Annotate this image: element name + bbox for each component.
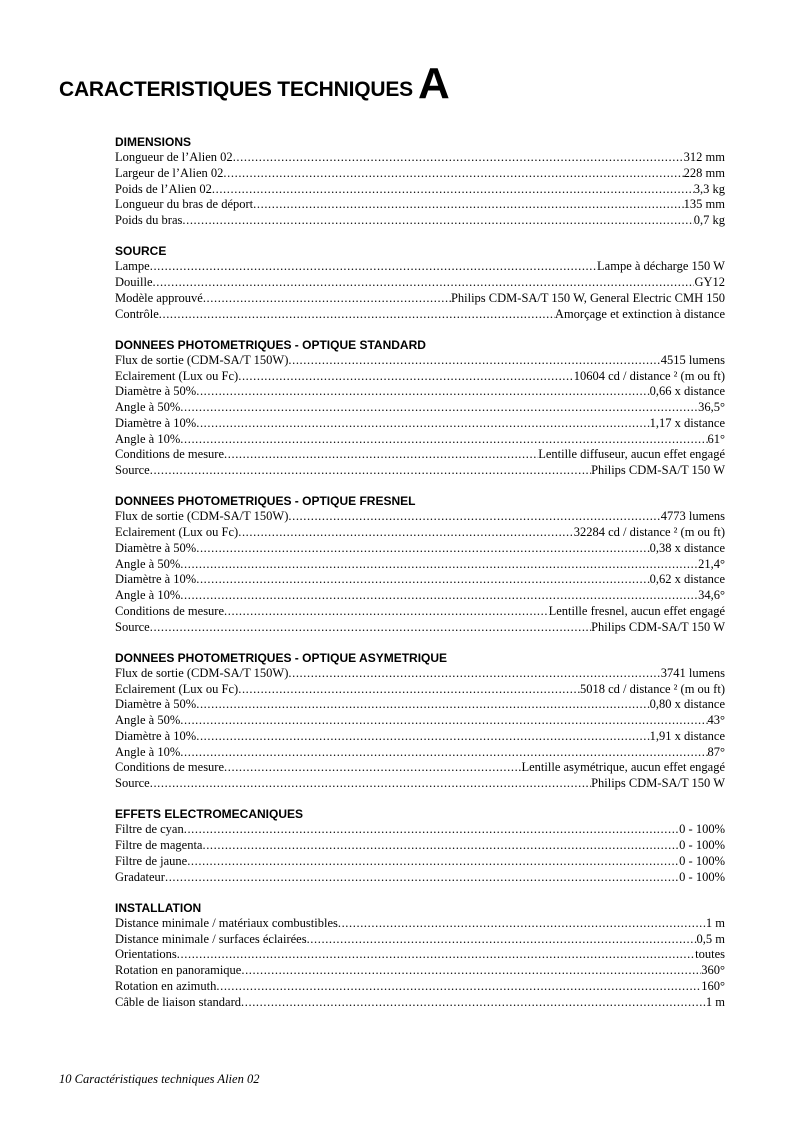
spec-row (115, 463, 725, 479)
spec-label: Poids du bras (115, 213, 183, 227)
spec-row (115, 963, 725, 979)
spec-label: Flux de sortie (CDM-SA/T 150W) (115, 352, 289, 367)
spec-value: 0 - 100% (679, 853, 725, 868)
spec-row (115, 197, 725, 213)
spec-label: Douille (115, 275, 153, 289)
spec-row (115, 760, 725, 776)
spec-content (115, 135, 725, 1026)
spec-label: Contrôle (115, 306, 159, 321)
page-title (59, 59, 450, 108)
spec-label: Conditions de mesure (115, 760, 225, 775)
section-heading: DONNEES PHOTOMETRIQUES - OPTIQUE STANDARD (115, 337, 426, 352)
spec-label: Conditions de mesure (115, 447, 225, 462)
spec-value: Philips CDM-SA/T 150 W (591, 619, 725, 634)
spec-value: Lampe à décharge 150 W (597, 259, 725, 274)
spec-label: Angle à 10% (115, 744, 181, 759)
spec-row (115, 588, 725, 604)
spec-value: 61° (707, 431, 725, 446)
spec-label: Diamètre à 10% (115, 415, 197, 430)
section-photometric-asymetrique (115, 651, 725, 792)
spec-value: 21,4° (698, 556, 725, 571)
section-installation (115, 901, 725, 1011)
spec-value: 4773 lumens (660, 509, 725, 524)
spec-value: 360° (701, 963, 725, 977)
section-effets (115, 807, 725, 885)
spec-label: Longueur de l’Alien 02 (115, 150, 233, 164)
section-heading: DIMENSIONS (115, 135, 192, 149)
spec-label: Rotation en panoramique (115, 963, 242, 977)
spec-value: Philips CDM-SA/T 150 W, General Electric CMH 150 (450, 290, 725, 305)
spec-row (115, 509, 725, 525)
spec-label: Angle à 10% (115, 431, 181, 446)
spec-value: 34,6° (698, 588, 725, 602)
spec-row (115, 353, 725, 369)
spec-row (115, 916, 725, 932)
spec-label: Flux de sortie (CDM-SA/T 150W) (115, 665, 289, 680)
spec-row (115, 666, 725, 682)
section-heading: DONNEES PHOTOMETRIQUES - OPTIQUE ASYMETRIQUE (115, 650, 448, 665)
spec-value: Lentille fresnel, aucun effet engagé (548, 603, 725, 618)
spec-row (115, 400, 725, 416)
spec-label: Rotation en azimuth (115, 978, 217, 993)
spec-label: Source (115, 776, 150, 790)
spec-value: 5018 cd / distance ² (m ou ft) (579, 681, 725, 696)
section-heading: EFFETS ELECTROMECANIQUES (115, 807, 304, 822)
spec-label: Modèle approuvé (115, 290, 203, 305)
spec-row (115, 307, 725, 323)
spec-row (115, 572, 725, 588)
spec-row (115, 291, 725, 307)
page-footer: 10 Caractéristiques techniques Alien 02 (59, 1072, 260, 1086)
spec-label: Largeur de l’Alien 02 (115, 165, 224, 180)
spec-value: 36,5° (698, 400, 725, 414)
spec-row (115, 275, 725, 291)
spec-value: 0,66 x distance (649, 384, 725, 399)
title-letter: A (417, 59, 450, 108)
spec-row (115, 150, 725, 166)
section-heading: DONNEES PHOTOMETRIQUES - OPTIQUE FRESNEL (115, 494, 416, 509)
spec-row (115, 432, 725, 448)
section-heading: SOURCE (115, 244, 167, 259)
spec-label: Câble de liaison standard (115, 994, 242, 1009)
spec-row (115, 182, 725, 198)
spec-value: 0,7 kg (693, 213, 725, 227)
spec-row (115, 838, 725, 854)
spec-row (115, 369, 725, 385)
spec-value: 1 m (705, 994, 725, 1009)
spec-label: Angle à 50% (115, 713, 181, 727)
spec-row (115, 384, 725, 400)
spec-label: Angle à 50% (115, 556, 181, 571)
spec-value: 0,62 x distance (649, 572, 725, 587)
spec-row (115, 525, 725, 541)
spec-label: Filtre de cyan (115, 822, 184, 837)
spec-value: 32284 cd / distance ² (m ou ft) (573, 525, 725, 539)
spec-label: Filtre de jaune (115, 853, 188, 868)
spec-row (115, 697, 725, 713)
spec-row (115, 682, 725, 698)
spec-row (115, 213, 725, 229)
spec-label: Conditions de mesure (115, 603, 225, 618)
spec-value: 0 - 100% (679, 838, 725, 852)
spec-row (115, 979, 725, 995)
spec-row (115, 166, 725, 182)
spec-row (115, 259, 725, 275)
spec-row (115, 416, 725, 432)
spec-row (115, 776, 725, 792)
spec-value: 0,80 x distance (649, 697, 725, 712)
spec-row (115, 713, 725, 729)
spec-label: Filtre de magenta (115, 838, 203, 852)
section-source (115, 244, 725, 322)
spec-label: Distance minimale / surfaces éclairées (115, 931, 307, 946)
section-photometric-standard (115, 338, 725, 479)
spec-value: 228 mm (683, 165, 725, 180)
spec-value: Philips CDM-SA/T 150 W (591, 463, 725, 477)
spec-row (115, 870, 725, 886)
spec-label: Eclairement (Lux ou Fc) (115, 525, 239, 539)
spec-label: Diamètre à 10% (115, 728, 197, 743)
spec-label: Source (115, 619, 150, 634)
spec-row (115, 447, 725, 463)
spec-value: 312 mm (683, 150, 725, 164)
spec-label: Orientations (115, 947, 177, 962)
spec-row (115, 541, 725, 557)
spec-value: 3741 lumens (660, 665, 725, 680)
spec-label: Diamètre à 50% (115, 540, 197, 555)
spec-label: Diamètre à 50% (115, 384, 197, 399)
spec-label: Angle à 50% (115, 400, 181, 414)
spec-value: toutes (695, 947, 725, 962)
spec-row (115, 745, 725, 761)
spec-value: 0,5 m (696, 931, 725, 946)
spec-row (115, 729, 725, 745)
spec-value: GY12 (694, 275, 725, 289)
spec-value: 0,38 x distance (649, 540, 725, 555)
spec-value: 10604 cd / distance ² (m ou ft) (573, 368, 725, 383)
spec-label: Distance minimale / matériaux combustibles (115, 915, 338, 930)
spec-row (115, 620, 725, 636)
spec-label: Angle à 10% (115, 588, 181, 602)
spec-row (115, 995, 725, 1011)
spec-label: Gradateur (115, 869, 165, 884)
section-photometric-fresnel (115, 494, 725, 635)
spec-value: 0 - 100% (679, 869, 725, 884)
spec-value: Lentille asymétrique, aucun effet engagé (521, 760, 725, 775)
spec-row (115, 932, 725, 948)
spec-row (115, 557, 725, 573)
spec-value: 43° (707, 713, 725, 727)
spec-label: Diamètre à 10% (115, 572, 197, 587)
spec-value: Amorçage et extinction à distance (554, 306, 725, 321)
spec-label: Eclairement (Lux ou Fc) (115, 368, 239, 383)
spec-label: Source (115, 463, 150, 477)
spec-value: 135 mm (683, 197, 725, 212)
spec-value: 0 - 100% (679, 822, 725, 837)
spec-value: 3,3 kg (693, 181, 725, 196)
spec-value: 1 m (705, 915, 725, 930)
title-text: CARACTERISTIQUES TECHNIQUES (59, 78, 413, 101)
spec-row (115, 822, 725, 838)
spec-row (115, 604, 725, 620)
spec-label: Poids de l’Alien 02 (115, 181, 212, 196)
spec-value: 4515 lumens (660, 352, 725, 367)
spec-value: 160° (701, 978, 725, 993)
section-heading: INSTALLATION (115, 900, 202, 915)
spec-label: Eclairement (Lux ou Fc) (115, 681, 239, 696)
spec-label: Lampe (115, 259, 150, 274)
section-dimensions (115, 135, 725, 229)
spec-value: 1,17 x distance (649, 415, 725, 430)
spec-value: Philips CDM-SA/T 150 W (591, 776, 725, 790)
spec-row (115, 854, 725, 870)
spec-value: Lentille diffuseur, aucun effet engagé (538, 447, 725, 462)
spec-label: Flux de sortie (CDM-SA/T 150W) (115, 509, 289, 524)
spec-value: 87° (707, 744, 725, 759)
spec-value: 1,91 x distance (649, 728, 725, 743)
spec-row (115, 947, 725, 963)
spec-label: Diamètre à 50% (115, 697, 197, 712)
spec-label: Longueur du bras de déport (115, 197, 254, 212)
